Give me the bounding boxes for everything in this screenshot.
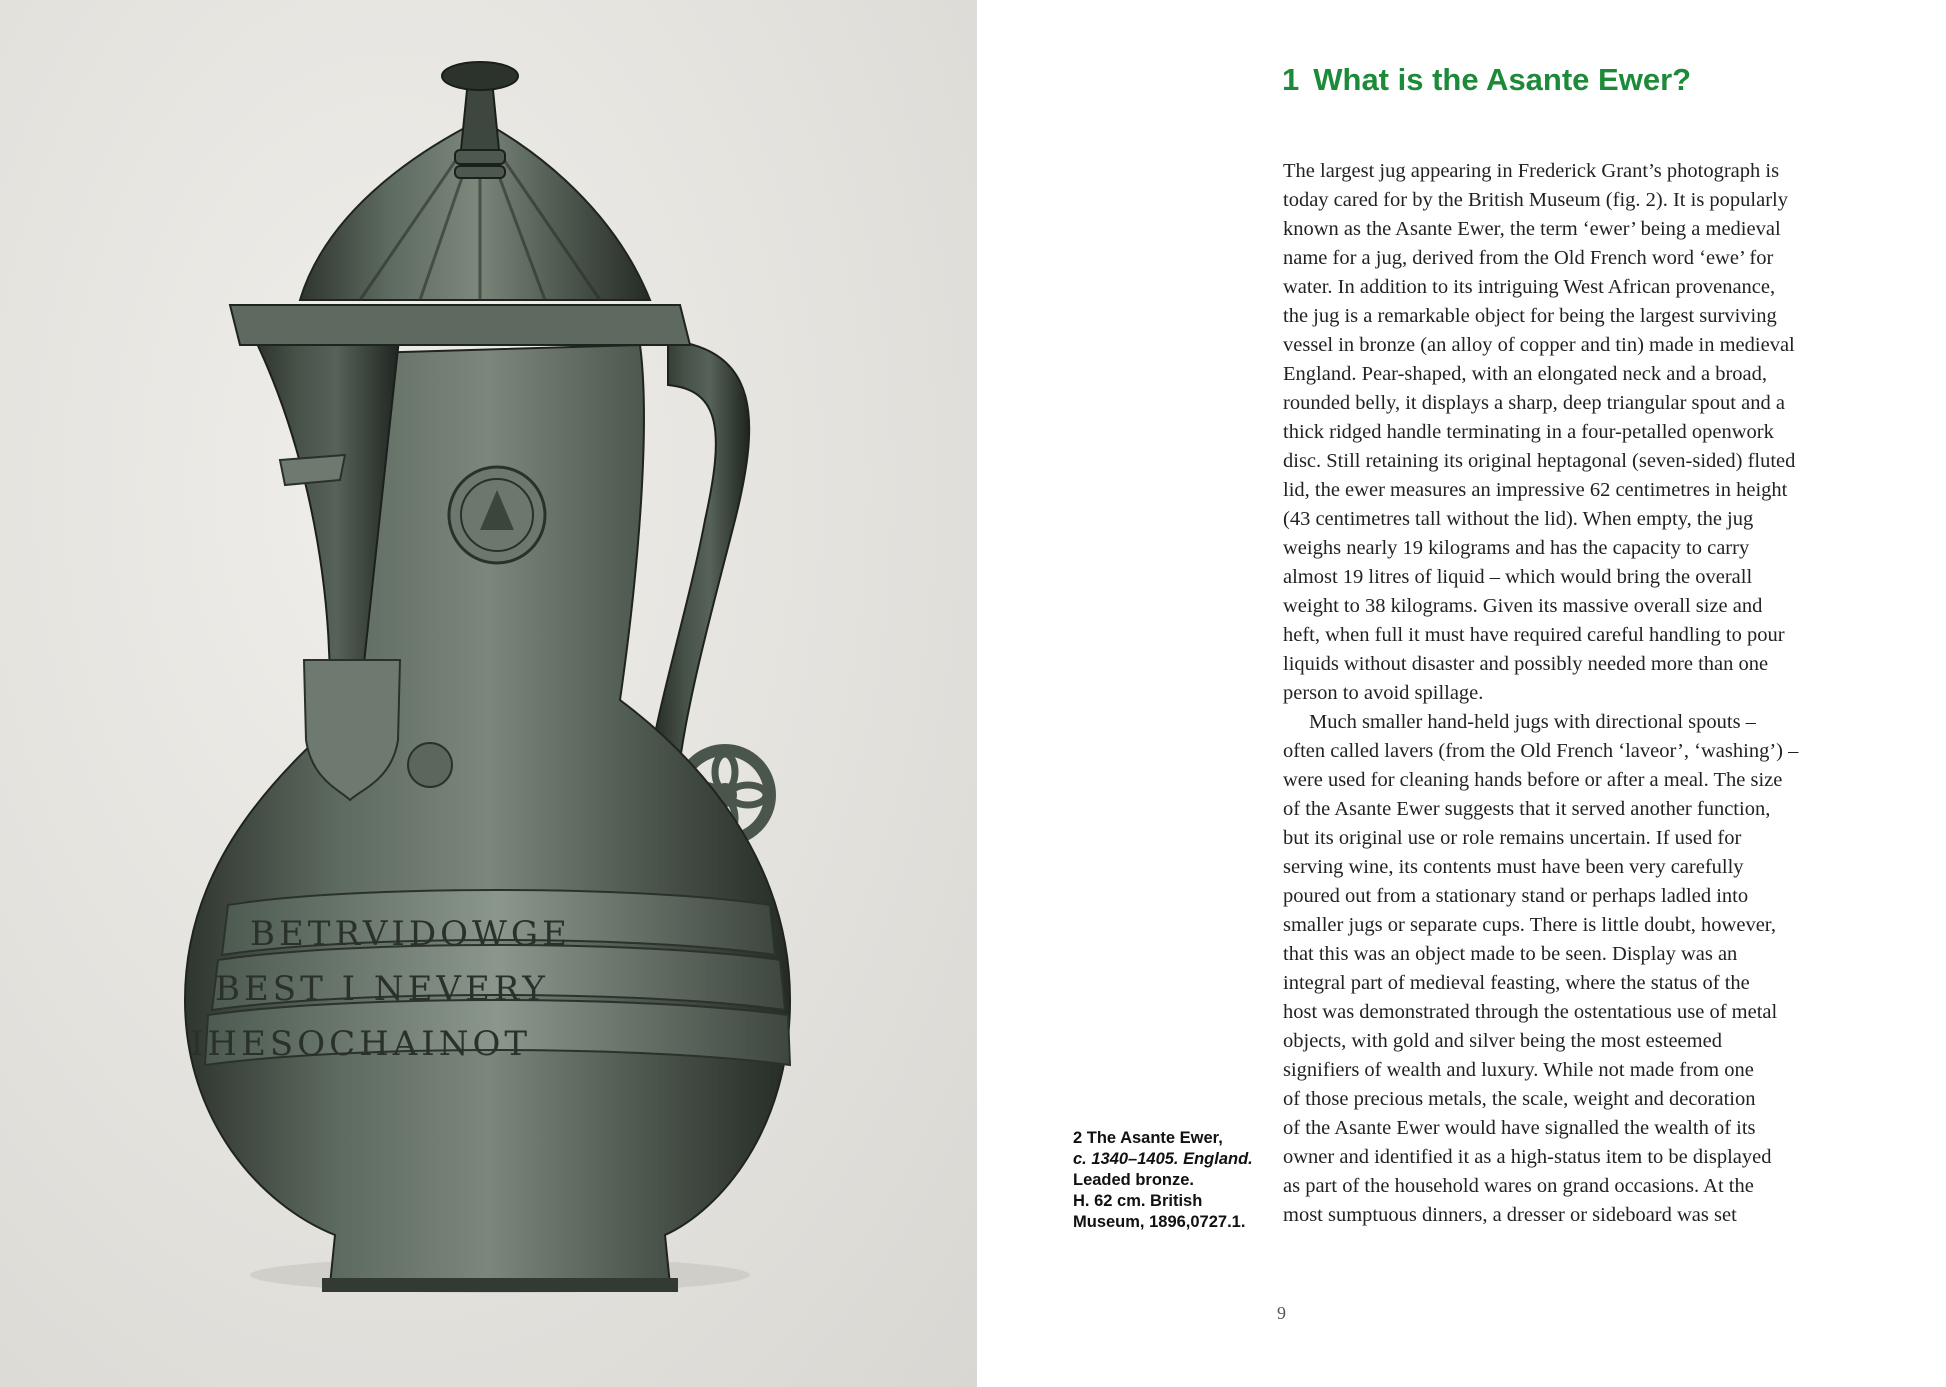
text-line: almost 19 litres of liquid – which would bring the overall: [1283, 566, 1753, 588]
page-number: 9: [1277, 1303, 1286, 1323]
text-line: objects, with gold and silver being the most esteemed: [1283, 1030, 1722, 1052]
caption-line: c. 1340–1405. England.: [1073, 1150, 1253, 1168]
text-line: but its original use or role remains uncertain. If used for: [1283, 827, 1742, 849]
caption-line: Museum, 1896,0727.1.: [1073, 1213, 1246, 1231]
text-line: owner and identified it as a high-status item to be displayed: [1283, 1146, 1772, 1168]
text-line: smaller jugs or separate cups. There is little doubt, however,: [1283, 914, 1776, 936]
text-line: of the Asante Ewer would have signalled the wealth of its: [1283, 1117, 1756, 1139]
chapter-heading: [1282, 62, 1691, 98]
text-line: water. In addition to its intriguing West African provenance,: [1283, 276, 1776, 298]
text-line: England. Pear-shaped, with an elongated neck and a broad,: [1283, 363, 1768, 385]
text-line: signifiers of wealth and luxury. While not made from one: [1283, 1059, 1754, 1081]
text-line: known as the Asante Ewer, the term ‘ewer’ being a medieval: [1283, 218, 1781, 240]
text-line: weighs nearly 19 kilograms and has the capacity to carry: [1283, 537, 1750, 559]
text-line: rounded belly, it displays a sharp, deep triangular spout and a: [1283, 392, 1785, 414]
inscription-line-2: IHESOCHAINOT: [190, 1024, 532, 1064]
text-line: of the Asante Ewer suggests that it served another function,: [1283, 798, 1771, 820]
text-line: thick ridged handle terminating in a four-petalled openwork: [1283, 421, 1774, 443]
text-line: today cared for by the British Museum (fig. 2). It is popularly: [1283, 189, 1788, 211]
text-line: serving wine, its contents must have been very carefully: [1283, 856, 1744, 878]
inscription-line-3: BEST I NEVERY: [215, 969, 549, 1009]
caption-line: 2 The Asante Ewer,: [1073, 1129, 1223, 1147]
text-line: Much smaller hand-held jugs with directional spouts –: [1309, 711, 1756, 733]
text-line: heft, when full it must have required careful handling to pour: [1283, 624, 1785, 646]
text-line: weight to 38 kilograms. Given its massive overall size and: [1283, 595, 1763, 617]
text-line: vessel in bronze (an alloy of copper and tin) made in medieval: [1283, 334, 1795, 356]
text-line: host was demonstrated through the ostentatious use of metal: [1283, 1001, 1778, 1023]
text-line: as part of the household wares on grand occasions. At the: [1283, 1175, 1754, 1197]
caption-line: H. 62 cm. British: [1073, 1192, 1203, 1210]
text-line: poured out from a stationary stand or perhaps ladled into: [1283, 885, 1749, 907]
caption-line: Leaded bronze.: [1073, 1171, 1195, 1189]
chapter-number: 1: [1282, 62, 1300, 97]
chapter-title: What is the Asante Ewer?: [1313, 62, 1692, 97]
figure-caption: [1073, 1128, 1278, 1233]
text-line: often called lavers (from the Old French ‘laveor’, ‘washing’) –: [1283, 740, 1799, 762]
body-text: [1283, 157, 1883, 1230]
text-line: name for a jug, derived from the Old French word ‘ewe’ for: [1283, 247, 1774, 269]
inscription-line-1: BETRVIDOWGE: [250, 914, 571, 954]
text-line: lid, the ewer measures an impressive 62 centimetres in height: [1283, 479, 1788, 501]
text-line: (43 centimetres tall without the lid). When empty, the jug: [1283, 508, 1754, 530]
text-line: liquids without disaster and possibly needed more than one: [1283, 653, 1769, 675]
text-line: of those precious metals, the scale, weight and decoration: [1283, 1088, 1756, 1110]
text-line: integral part of medieval feasting, where the status of the: [1283, 972, 1750, 994]
text-line: the jug is a remarkable object for being the largest surviving: [1283, 305, 1777, 327]
text-line: disc. Still retaining its original heptagonal (seven-sided) fluted: [1283, 450, 1796, 472]
text-line: were used for cleaning hands before or after a meal. The size: [1283, 769, 1783, 791]
text-line: most sumptuous dinners, a dresser or sideboard was set: [1283, 1204, 1737, 1226]
text-line: person to avoid spillage.: [1283, 682, 1484, 704]
text-line: The largest jug appearing in Frederick Grant’s photograph is: [1283, 160, 1780, 182]
text-line: that this was an object made to be seen. Display was an: [1283, 943, 1738, 965]
